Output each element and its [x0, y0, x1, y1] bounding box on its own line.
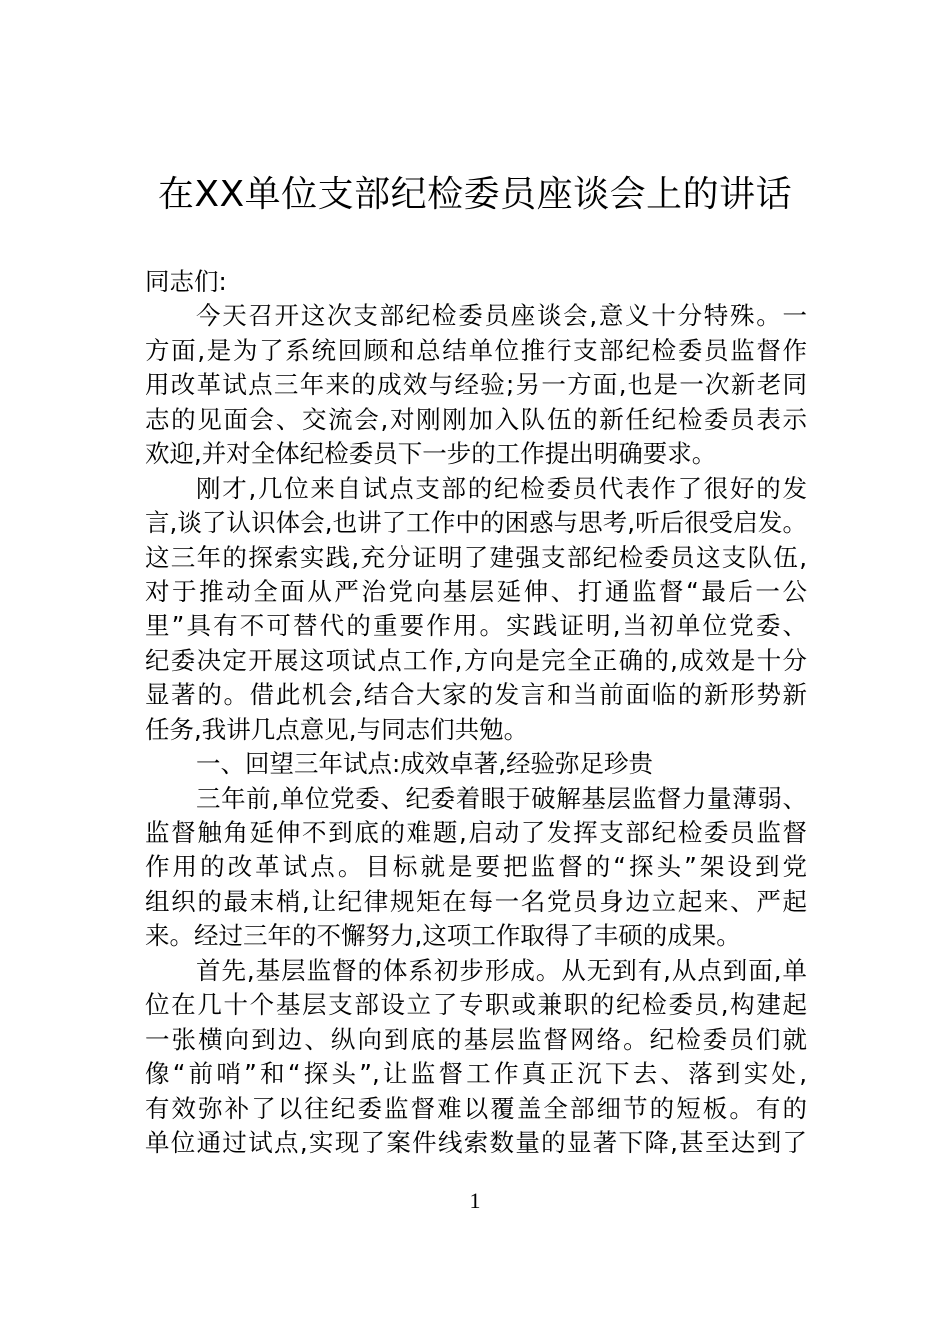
document-title: 在XX单位支部纪检委员座谈会上的讲话	[157, 174, 793, 215]
text-line: 纪委决定开展这项试点工作,方向是完全正确的,成效是十分	[145, 645, 807, 675]
text-line: 今天召开这次支部纪检委员座谈会,意义十分特殊。一	[196, 301, 807, 331]
text-line: 三年前,单位党委、纪委着眼于破解基层监督力量薄弱、	[196, 783, 807, 813]
salutation: 同志们:	[145, 267, 227, 296]
text-line: 显著的。借此机会,结合大家的发言和当前面临的新形势新	[145, 680, 807, 710]
text-line: 一张横向到边、纵向到底的基层监督网络。纪检委员们就	[145, 1024, 807, 1054]
text-line: 这三年的探索实践,充分证明了建强支部纪检委员这支队伍,	[145, 542, 807, 572]
text-line: 来。经过三年的不懈努力,这项工作取得了丰硕的成果。	[145, 921, 741, 951]
text-line: 言,谈了认识体会,也讲了工作中的困惑与思考,听后很受启发。	[145, 508, 807, 538]
page-number: 1	[469, 1188, 481, 1213]
text-line: 单位通过试点,实现了案件线索数量的显著下降,甚至达到了	[145, 1127, 807, 1157]
text-line: 监督触角延伸不到底的难题,启动了发挥支部纪检委员监督	[145, 818, 807, 847]
text-line: 用改革试点三年来的成效与经验;另一方面,也是一次新老同	[145, 370, 807, 400]
text-line: 志的见面会、交流会,对刚刚加入队伍的新任纪检委员表示	[145, 404, 807, 434]
text-line: 位在几十个基层支部设立了专职或兼职的纪检委员,构建起	[145, 990, 807, 1020]
text-line: 任务,我讲几点意见,与同志们共勉。	[145, 714, 529, 744]
text-line: 里”具有不可替代的重要作用。实践证明,当初单位党委、	[145, 611, 807, 641]
text-line: 组织的最末梢,让纪律规矩在每一名党员身边立起来、严起	[145, 886, 807, 916]
text-line: 对于推动全面从严治党向基层延伸、打通监督“最后一公	[145, 576, 807, 606]
document-body	[145, 265, 807, 1160]
text-line: 刚才,几位来自试点支部的纪检委员代表作了很好的发	[196, 473, 807, 503]
section-heading: 一、回望三年试点:成效卓著,经验弥足珍贵	[196, 749, 654, 779]
text-line: 方面,是为了系统回顾和总结单位推行支部纪检委员监督作	[145, 335, 807, 365]
text-line: 像“前哨”和“探头”,让监督工作真正沉下去、落到实处,	[145, 1059, 807, 1089]
text-line: 欢迎,并对全体纪检委员下一步的工作提出明确要求。	[145, 439, 717, 469]
text-line: 作用的改革试点。目标就是要把监督的“探头”架设到党	[145, 852, 807, 882]
text-line: 有效弥补了以往纪委监督难以覆盖全部细节的短板。有的	[145, 1093, 807, 1123]
text-line: 首先,基层监督的体系初步形成。从无到有,从点到面,单	[196, 955, 807, 985]
